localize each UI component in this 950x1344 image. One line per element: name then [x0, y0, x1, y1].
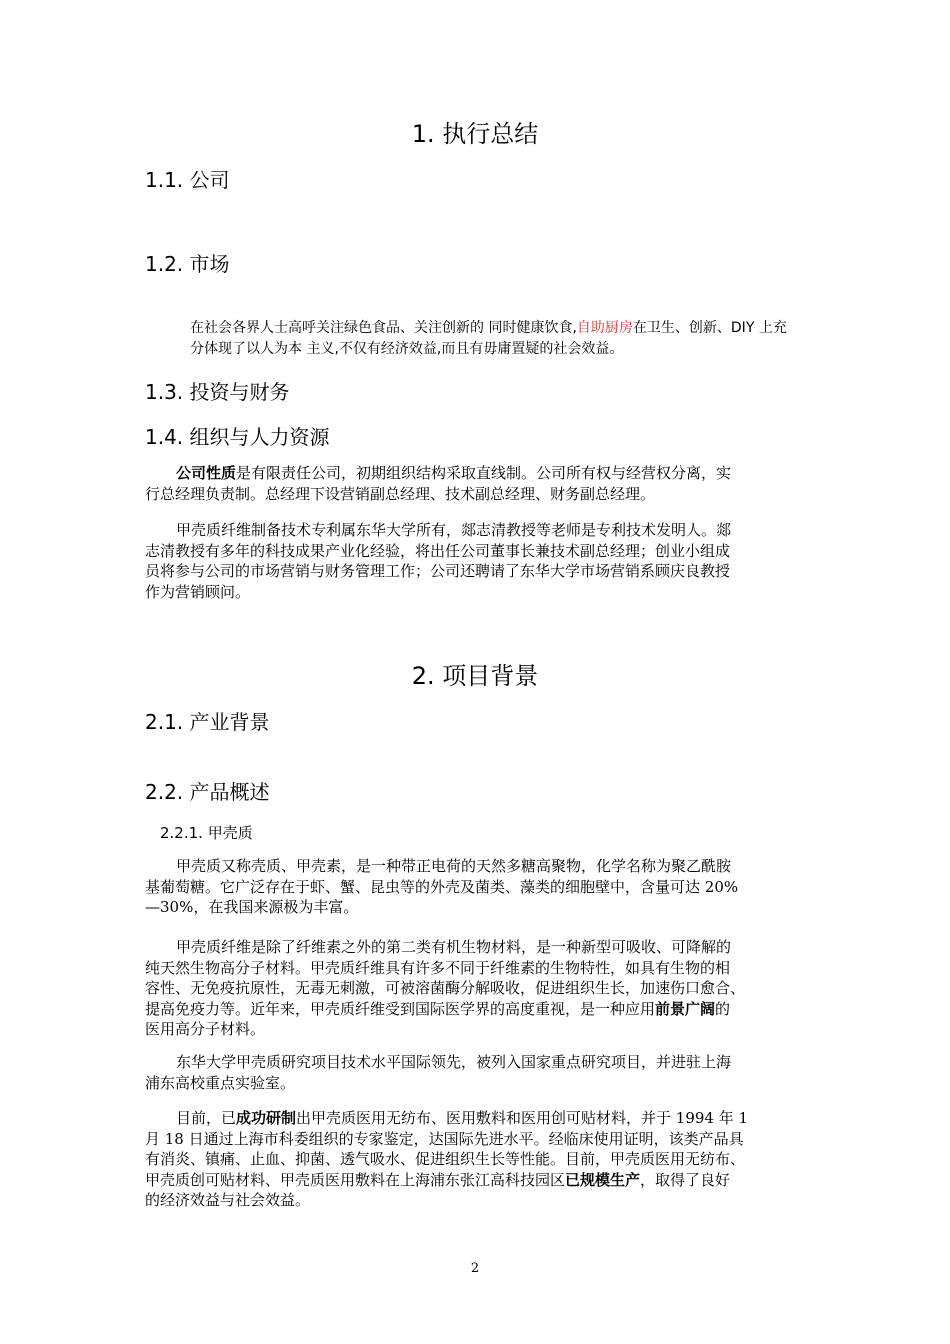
- chitin-text: 甲壳质创可贴材料、甲壳质医用敷料在上海浦东张江高科技园区: [145, 1170, 566, 1189]
- chitin-p4-line-1: [145, 1108, 809, 1129]
- org-p1-line-2: 行总经理负责制。总经理下设营销副总经理、技术副总经理、财务副总经理。: [145, 484, 656, 503]
- chitin-p2-line-1: 甲壳质纤维是除了纤维素之外的第二类有机生物材料，是一种新型可吸收、可降解的: [176, 938, 732, 956]
- chitin-paragraph-2: [145, 937, 809, 1040]
- chitin-p3-line-1: 东华大学甲壳质研究项目技术水平国际领先，被列入国家重点研究项目，并进驻上海: [176, 1053, 732, 1071]
- market-text: 在卫生、创新、DIY 上充: [632, 320, 787, 336]
- heading-organization-hr: 1.4. 组织与人力资源: [145, 425, 330, 449]
- chitin-paragraph-1: [145, 856, 809, 918]
- chitin-p2-line-2: 纯天然生物高分子材料。甲壳质纤维具有许多不同于纤维素的生物特性，如具有生物的相: [145, 958, 731, 977]
- chitin-text: 目前，已: [176, 1109, 237, 1127]
- heading-chitin: 2.2.1. 甲壳质: [160, 824, 253, 842]
- org-p2-line-1: 甲壳质纤维制备技术专利属东华大学所有，郯志清教授等老师是专利技术发明人。郯: [176, 521, 732, 539]
- section-2-title: 2. 项目背景: [411, 662, 539, 690]
- org-p2-line-3: 员将参与公司的市场营销与财务管理工作；公司还聘请了东华大学市场营销系顾庆良教授: [145, 562, 731, 580]
- chitin-p4-line-4: [145, 1170, 809, 1191]
- chitin-text: 出甲壳质医用无纺布、医用敷料和医用创可贴材料，并于 1994 年 1: [296, 1109, 749, 1127]
- chitin-p4-line-5: 的经济效益与社会效益。: [145, 1191, 311, 1209]
- chitin-text: ，取得了良好: [640, 1170, 731, 1189]
- org-text: 是有限责任公司，初期组织结构采取直线制。公司所有权与经营权分离，实: [236, 464, 732, 482]
- heading-industry-background: 2.1. 产业背景: [145, 710, 270, 734]
- market-line-1: [190, 318, 810, 339]
- self-service-kitchen-highlight: 自助厨房: [576, 320, 633, 336]
- chitin-p4-line-3: 有消炎、镇痛、止血、抑菌、透气吸水、促进组织生长等性能。目前，甲壳质医用无纺布、: [145, 1150, 746, 1168]
- market-line-2: 分体现了以人为本 主义,不仅有经济效益,而且有毋庸置疑的社会效益。: [190, 341, 624, 357]
- chitin-text: 的: [715, 999, 731, 1018]
- heading-product-overview: 2.2. 产品概述: [145, 780, 270, 804]
- page-number: 2: [470, 1261, 480, 1276]
- chitin-p2-line-3: 容性、无免疫抗原性，无毒无刺激，可被溶菌酶分解吸收，促进组织生长，加速伤口愈合、: [145, 979, 746, 997]
- chitin-p1-line-1: 甲壳质又称壳质、甲壳素，是一种带正电荷的天然多糖高聚物，化学名称为聚乙酰胺: [176, 857, 732, 875]
- chitin-text: 提高免疫力等。近年来，甲壳质纤维受到国际医学界的高度重视，是一种应用: [145, 999, 656, 1018]
- chitin-paragraph-4: [145, 1108, 809, 1211]
- chitin-p3-line-2: 浦东高校重点实验室。: [145, 1073, 296, 1092]
- successfully-developed-bold: 成功研制: [236, 1109, 297, 1127]
- org-paragraph-1: [145, 463, 809, 504]
- chitin-p4-line-2: 月 18 日通过上海市科委组织的专家鉴定，达国际先进水平。经临床使用证明，该类产品具: [145, 1129, 744, 1148]
- market-text: 在社会各界人士高呼关注绿色食品、关注创新的 同时健康饮食,: [190, 320, 577, 336]
- company-nature-bold: 公司性质: [176, 464, 237, 482]
- chitin-p1-line-2: 基葡萄糖。它广泛存在于虾、蟹、昆虫等的外壳及菌类、藻类的细胞壁中，含量可达 20%: [145, 877, 739, 896]
- chitin-p2-line-5: 医用高分子材料。: [145, 1020, 266, 1038]
- broad-prospects-bold: 前景广阔: [655, 999, 716, 1018]
- chitin-paragraph-3: [145, 1052, 809, 1093]
- org-p2-line-4: 作为营销顾问。: [145, 582, 251, 601]
- org-p2-line-2: 志清教授有多年的科技成果产业化经验，将出任公司董事长兼技术副总经理；创业小组成: [145, 541, 731, 560]
- heading-company: 1.1. 公司: [145, 168, 230, 192]
- market-paragraph: [190, 318, 810, 360]
- heading-market: 1.2. 市场: [145, 252, 230, 276]
- heading-investment-finance: 1.3. 投资与财务: [145, 380, 290, 404]
- org-p1-line-1: [145, 463, 809, 484]
- section-1-title: 1. 执行总结: [411, 120, 539, 148]
- org-paragraph-2: [145, 520, 809, 602]
- mass-production-bold: 已规模生产: [565, 1170, 641, 1189]
- chitin-p1-line-3: —30%，在我国来源极为丰富。: [145, 898, 359, 916]
- chitin-p2-line-4: [145, 999, 809, 1020]
